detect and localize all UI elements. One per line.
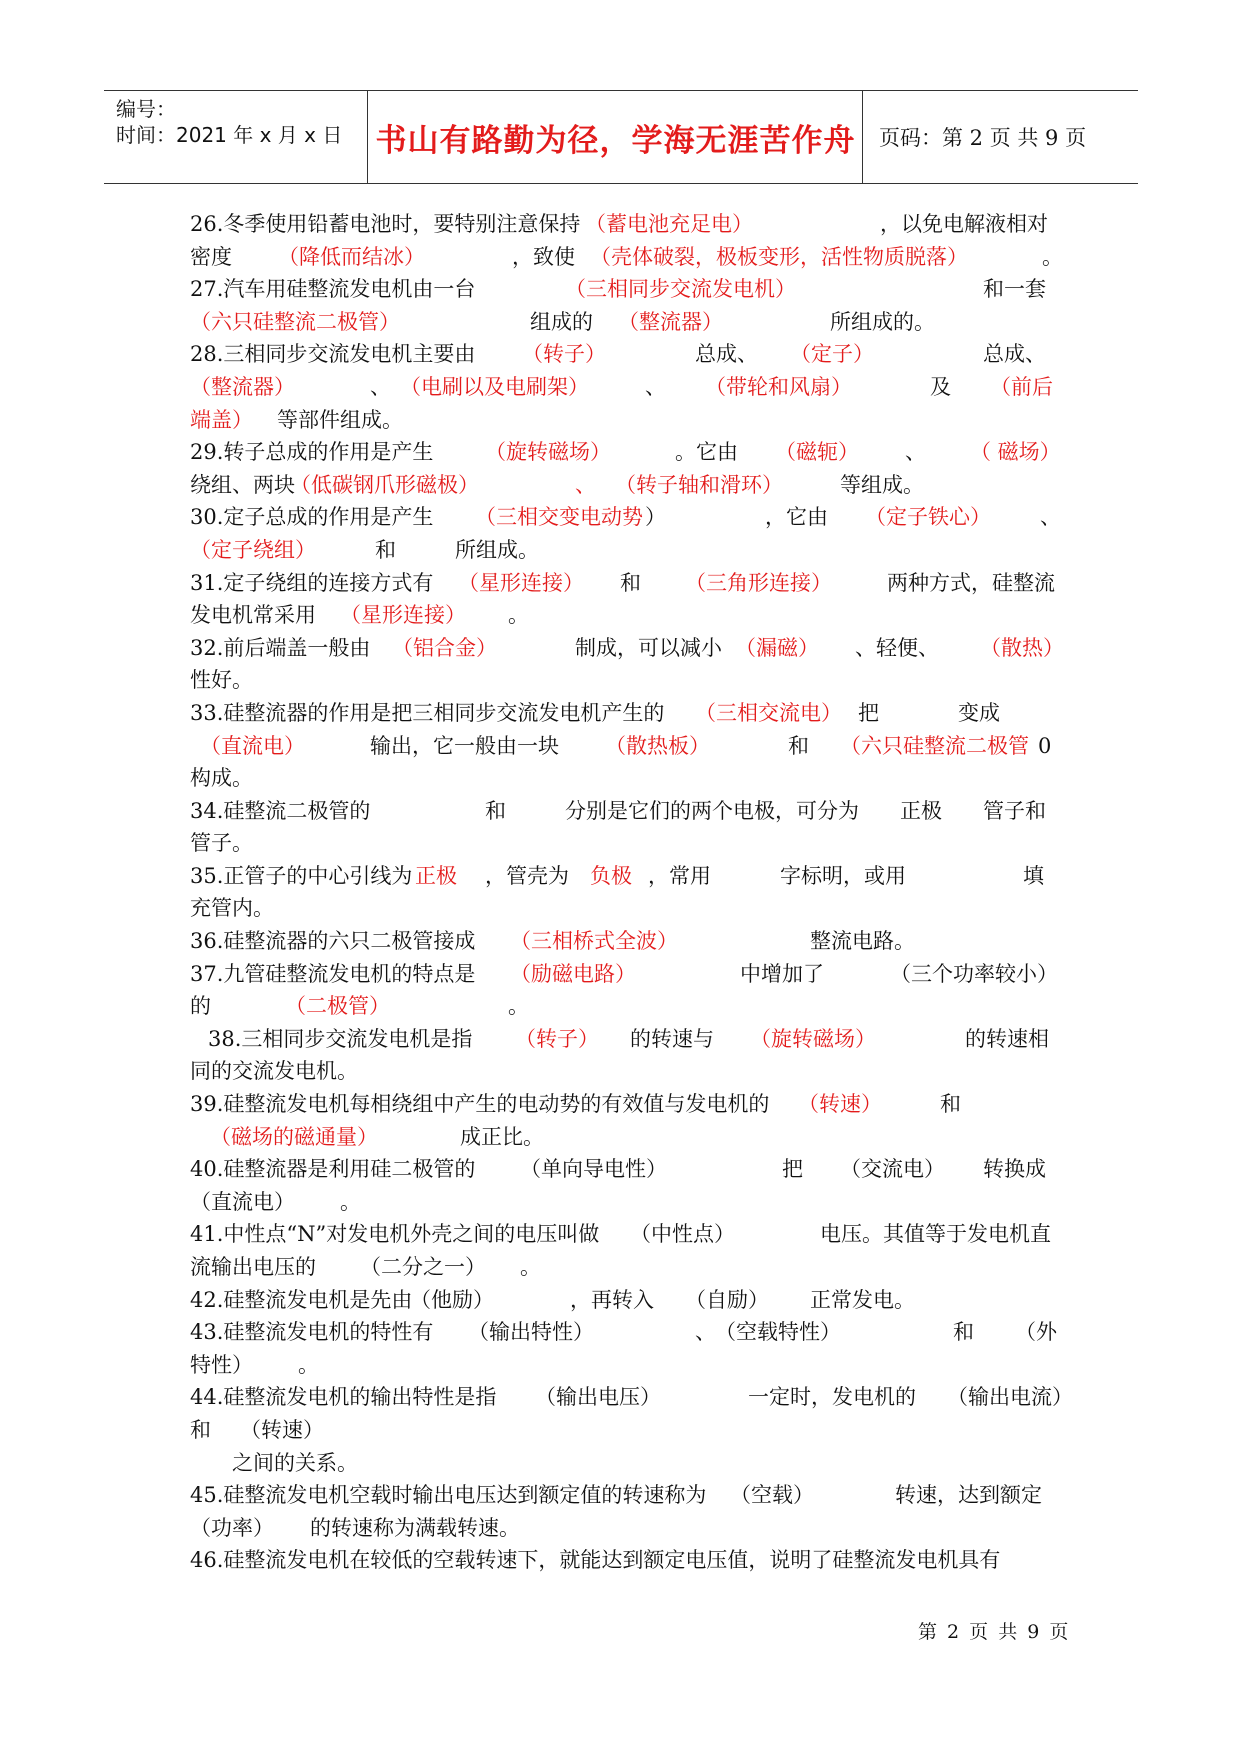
question-text: 。 bbox=[508, 994, 529, 1019]
question-text: 、 bbox=[1040, 505, 1061, 530]
question-text: （单向导电性） bbox=[520, 1157, 667, 1182]
question-text: 电压。其值等于发电机直 bbox=[820, 1222, 1051, 1247]
answer-text: （星形连接） bbox=[340, 603, 466, 628]
answer-text: （直流电） bbox=[200, 733, 305, 758]
text-line bbox=[190, 1349, 1050, 1382]
question-text: 和 bbox=[485, 798, 506, 823]
answer-text: （带轮和风扇） bbox=[705, 374, 852, 399]
answer-text: （低碳钢爪形磁极） bbox=[290, 472, 479, 497]
answer-text: （转子轴和滑环） bbox=[615, 472, 783, 497]
document-header bbox=[104, 90, 1138, 184]
question-text: 45.硅整流发电机空载时输出电压达到额定值的转速称为 bbox=[190, 1483, 707, 1508]
question-text: 管子。 bbox=[190, 831, 253, 856]
text-line bbox=[190, 958, 1058, 991]
question-text: 构成。 bbox=[190, 766, 253, 791]
answer-text: （转速） bbox=[798, 1092, 882, 1117]
question-text: 把 bbox=[782, 1157, 803, 1182]
question-text: 总成、 bbox=[983, 342, 1046, 367]
answer-text: （散热） bbox=[980, 635, 1064, 660]
question-text: 28.三相同步交流发电机主要由 bbox=[190, 342, 476, 367]
question-text: 的转速相 bbox=[965, 1026, 1049, 1051]
answer-text: （转子） bbox=[515, 1026, 599, 1051]
answer-text: （三相交变电动势 bbox=[475, 505, 643, 530]
text-line bbox=[190, 273, 1050, 306]
answer-text: （三相桥式全波） bbox=[510, 929, 678, 954]
text-line bbox=[190, 1512, 1050, 1545]
text-line bbox=[190, 1447, 1050, 1480]
question-text: 43.硅整流发电机的特性有 bbox=[190, 1320, 434, 1345]
question-text: 29.转子总成的作用是产生 bbox=[190, 440, 434, 465]
text-line bbox=[190, 664, 1050, 697]
text-line bbox=[190, 241, 1063, 274]
text-line bbox=[190, 501, 1061, 534]
question-text: 性好。 bbox=[190, 668, 253, 693]
question-text: 正常发电。 bbox=[810, 1287, 915, 1312]
question-text: 、 bbox=[370, 374, 391, 399]
text-line bbox=[190, 892, 1050, 925]
question-text: 31.定子绕组的连接方式有 bbox=[190, 570, 434, 595]
text-line bbox=[190, 860, 1050, 893]
answer-text: （六只硅整流二极管） bbox=[190, 309, 400, 334]
question-text: 35.正管子的中心引线为 bbox=[190, 863, 413, 888]
text-line bbox=[190, 306, 1050, 339]
question-text: 转换成 bbox=[983, 1157, 1046, 1182]
text-line bbox=[190, 469, 1050, 502]
question-text: 和 bbox=[375, 537, 396, 562]
text-line bbox=[190, 730, 1050, 763]
answer-text: （旋转磁场） bbox=[750, 1026, 876, 1051]
question-text: 发电机常采用 bbox=[190, 603, 316, 628]
question-text: 、轻便、 bbox=[855, 635, 939, 660]
text-line bbox=[190, 1186, 1050, 1219]
question-text: （中性点） bbox=[630, 1222, 735, 1247]
question-text: 。 bbox=[520, 1255, 541, 1279]
text-line bbox=[190, 1055, 1050, 1088]
text-line bbox=[190, 534, 1050, 567]
question-text: ，管壳为 bbox=[485, 863, 569, 888]
question-text: （输出特性） bbox=[468, 1320, 594, 1345]
header-page-number: 页码：第 2 页 共 9 页 bbox=[879, 126, 1087, 150]
question-text: 成正比。 bbox=[460, 1124, 544, 1149]
text-line bbox=[190, 371, 1053, 404]
question-text: （输出电流） bbox=[947, 1385, 1073, 1410]
question-text: 32.前后端盖一般由 bbox=[190, 635, 371, 660]
question-text: 一定时，发电机的 bbox=[748, 1385, 916, 1410]
text-line bbox=[190, 1088, 1050, 1121]
question-text: ，它由 bbox=[765, 505, 828, 530]
question-text: 37.九管硅整流发电机的特点是 bbox=[190, 961, 476, 986]
text-line bbox=[190, 1284, 1050, 1317]
document-time-label: 时间：2021 年 x 月 x 日 bbox=[116, 123, 343, 147]
answer-text: （漏磁） bbox=[735, 635, 819, 660]
question-text: 等部件组成。 bbox=[277, 407, 403, 432]
answer-text: （磁轭） bbox=[775, 440, 859, 465]
text-line bbox=[190, 697, 1050, 730]
text-line bbox=[190, 1023, 1050, 1056]
question-text: 、 bbox=[695, 1320, 716, 1345]
question-text: 36.硅整流器的六只二极管接成 bbox=[190, 929, 476, 954]
question-text: （他励） bbox=[410, 1287, 494, 1312]
question-text: （空载特性） bbox=[715, 1320, 841, 1345]
answer-text: （定子） bbox=[790, 342, 874, 367]
answer-text: （定子绕组） bbox=[190, 537, 316, 562]
text-line bbox=[190, 795, 1050, 828]
question-text: 和 bbox=[953, 1320, 974, 1345]
question-text: 和 bbox=[190, 1417, 211, 1442]
text-line bbox=[190, 1218, 1050, 1251]
text-line bbox=[190, 1544, 1050, 1577]
text-line bbox=[190, 338, 1050, 371]
question-text: 34.硅整流二极管的 bbox=[190, 798, 371, 823]
question-text: 40.硅整流器是利用硅二极管的 bbox=[190, 1157, 476, 1182]
answer-text: （星形连接） bbox=[458, 570, 584, 595]
question-text: （二分之一） bbox=[360, 1255, 486, 1279]
question-text: （外 bbox=[1015, 1320, 1057, 1345]
text-line bbox=[190, 1153, 1050, 1186]
question-text: 的 bbox=[190, 994, 211, 1019]
question-text: 27.汽车用硅整流发电机由一台 bbox=[190, 277, 476, 302]
question-text: 所组成的。 bbox=[830, 309, 935, 334]
question-text: 中增加了 bbox=[740, 961, 824, 986]
question-text: 密度 bbox=[190, 244, 232, 269]
question-text: 42.硅整流发电机是先由 bbox=[190, 1287, 413, 1312]
text-line bbox=[190, 599, 1050, 632]
answer-text: （降低而结冰） bbox=[278, 244, 425, 269]
question-text: 。它由 bbox=[675, 440, 738, 465]
question-text: 总成、 bbox=[695, 342, 758, 367]
answer-text: （前后 bbox=[990, 374, 1053, 399]
question-text: 制成，可以减小 bbox=[575, 635, 722, 660]
question-text: 、 bbox=[645, 374, 666, 399]
question-text: 整流电路。 bbox=[810, 929, 915, 954]
question-text: 特性） bbox=[190, 1352, 253, 1377]
question-text: 、 bbox=[905, 440, 926, 465]
question-text: （自励） bbox=[685, 1287, 769, 1312]
question-text: 填 bbox=[1023, 863, 1044, 888]
answer-text: （散热板） bbox=[605, 733, 710, 758]
question-text: 和 bbox=[788, 733, 809, 758]
text-line bbox=[190, 762, 1050, 795]
text-line bbox=[190, 1316, 1057, 1349]
answer-text: （定子铁心） bbox=[865, 505, 991, 530]
question-text: 33.硅整流器的作用是把三相同步交流发电机产生的 bbox=[190, 700, 665, 725]
answer-text: （三角形连接） bbox=[685, 570, 832, 595]
text-line bbox=[190, 1479, 1050, 1512]
question-text: 30.定子总成的作用是产生 bbox=[190, 505, 434, 530]
answer-text: （ 磁场） bbox=[970, 440, 1061, 465]
question-text: 正极 bbox=[900, 798, 942, 823]
answer-text: （整流器） bbox=[190, 374, 295, 399]
answer-text: （三相同步交流发电机） bbox=[565, 277, 796, 302]
footer-page-number: 第 2 页 共 9 页 bbox=[918, 1621, 1071, 1643]
question-text: 和 bbox=[940, 1092, 961, 1117]
question-text: 38.三相同步交流发电机是指 bbox=[208, 1026, 473, 1051]
answer-text: （三相交流电） bbox=[695, 700, 842, 725]
question-text: 充管内。 bbox=[190, 896, 274, 921]
question-text: ） bbox=[645, 505, 666, 530]
answer-text: （壳体破裂，极板变形，活性物质脱落） bbox=[590, 244, 968, 269]
question-text: ，常用 bbox=[648, 863, 711, 888]
question-text: 39.硅整流发电机每相绕组中产生的电动势的有效值与发电机的 bbox=[190, 1092, 770, 1117]
question-text: 转速，达到额定 bbox=[895, 1483, 1042, 1508]
question-text: 等组成。 bbox=[840, 472, 924, 497]
question-text: （转速） bbox=[240, 1417, 324, 1442]
question-list bbox=[190, 208, 1073, 1577]
text-line bbox=[190, 1381, 1073, 1414]
question-text: 分别是它们的两个电极，可分为 bbox=[565, 798, 859, 823]
answer-text: 、 bbox=[575, 472, 596, 497]
text-line bbox=[190, 1414, 1050, 1447]
text-line bbox=[190, 208, 1050, 241]
answer-text: （六只硅整流二极管 bbox=[840, 733, 1029, 758]
question-text: （三个功率较小） bbox=[890, 961, 1058, 986]
answer-text: 正极 bbox=[415, 863, 457, 888]
header-motto: 书山有路勤为径，学海无涯苦作舟 bbox=[369, 91, 863, 183]
question-text: （交流电） bbox=[840, 1157, 945, 1182]
answer-text: （二极管） bbox=[285, 994, 390, 1019]
question-text: 0 bbox=[1038, 733, 1052, 758]
text-line bbox=[190, 1121, 1050, 1154]
question-text: 的转速称为满载转速。 bbox=[310, 1515, 520, 1540]
text-line bbox=[190, 632, 1064, 665]
question-text: 的转速与 bbox=[630, 1026, 714, 1051]
question-text: 两种方式，硅整流 bbox=[887, 570, 1055, 595]
question-text: 所组成。 bbox=[455, 537, 539, 562]
question-text: 46.硅整流发电机在较低的空载转速下，就能达到额定电压值，说明了硅整流发电机具有 bbox=[190, 1548, 1001, 1573]
answer-text: （励磁电路） bbox=[510, 961, 636, 986]
question-text: ，再转入 bbox=[570, 1287, 654, 1312]
question-text: 。 bbox=[1042, 244, 1063, 269]
answer-text: （旋转磁场） bbox=[485, 440, 611, 465]
question-text: 管子和 bbox=[983, 798, 1046, 823]
document-number-label: 编号： bbox=[116, 97, 176, 121]
question-text: 41.中性点“N”对发电机外壳之间的电压叫做 bbox=[190, 1222, 600, 1247]
answer-text: （整流器） bbox=[618, 309, 723, 334]
question-text: ，致使 bbox=[512, 244, 575, 269]
question-text: 。 bbox=[298, 1352, 319, 1377]
question-text: 绕组、两块 bbox=[190, 472, 295, 497]
answer-text: （铝合金） bbox=[392, 635, 497, 660]
question-text: （直流电） bbox=[190, 1189, 295, 1214]
text-line bbox=[190, 436, 1061, 469]
question-text: 26.冬季使用铅蓄电池时，要特别注意保持 bbox=[190, 212, 581, 236]
text-line bbox=[190, 990, 1050, 1023]
question-text: 和一套 bbox=[983, 277, 1046, 302]
answer-text: 负极 bbox=[590, 863, 632, 888]
question-text: （输出电压） bbox=[535, 1385, 661, 1410]
question-text: 和 bbox=[620, 570, 641, 595]
answer-text: 端盖） bbox=[190, 407, 253, 432]
question-text: ，以免电解液相对 bbox=[880, 212, 1048, 236]
text-line bbox=[190, 1251, 1050, 1284]
question-text: 把 bbox=[858, 700, 879, 725]
question-text: 同的交流发电机。 bbox=[190, 1059, 358, 1084]
question-text: （功率） bbox=[190, 1515, 274, 1540]
answer-text: （磁场的磁通量） bbox=[210, 1124, 378, 1149]
question-text: 。 bbox=[340, 1189, 361, 1214]
question-text: 变成 bbox=[958, 700, 1000, 725]
answer-text: （电刷以及电刷架） bbox=[400, 374, 589, 399]
text-line bbox=[190, 567, 1055, 600]
text-line bbox=[190, 925, 1050, 958]
question-text: 。 bbox=[508, 603, 529, 628]
question-text: 44.硅整流发电机的输出特性是指 bbox=[190, 1385, 497, 1410]
question-text: 字标明，或用 bbox=[780, 863, 906, 888]
question-text: 及 bbox=[930, 374, 951, 399]
question-text: 组成的 bbox=[530, 309, 593, 334]
text-line bbox=[190, 404, 1050, 437]
question-text: 输出，它一般由一块 bbox=[370, 733, 559, 758]
answer-text: （转子） bbox=[522, 342, 606, 367]
question-text: 之间的关系。 bbox=[232, 1450, 358, 1475]
header-info-cell bbox=[104, 91, 368, 183]
text-line bbox=[190, 827, 1050, 860]
answer-text: （蓄电池充足电） bbox=[585, 212, 753, 236]
question-text: （空载） bbox=[730, 1483, 814, 1508]
question-text: 流输出电压的 bbox=[190, 1255, 316, 1279]
